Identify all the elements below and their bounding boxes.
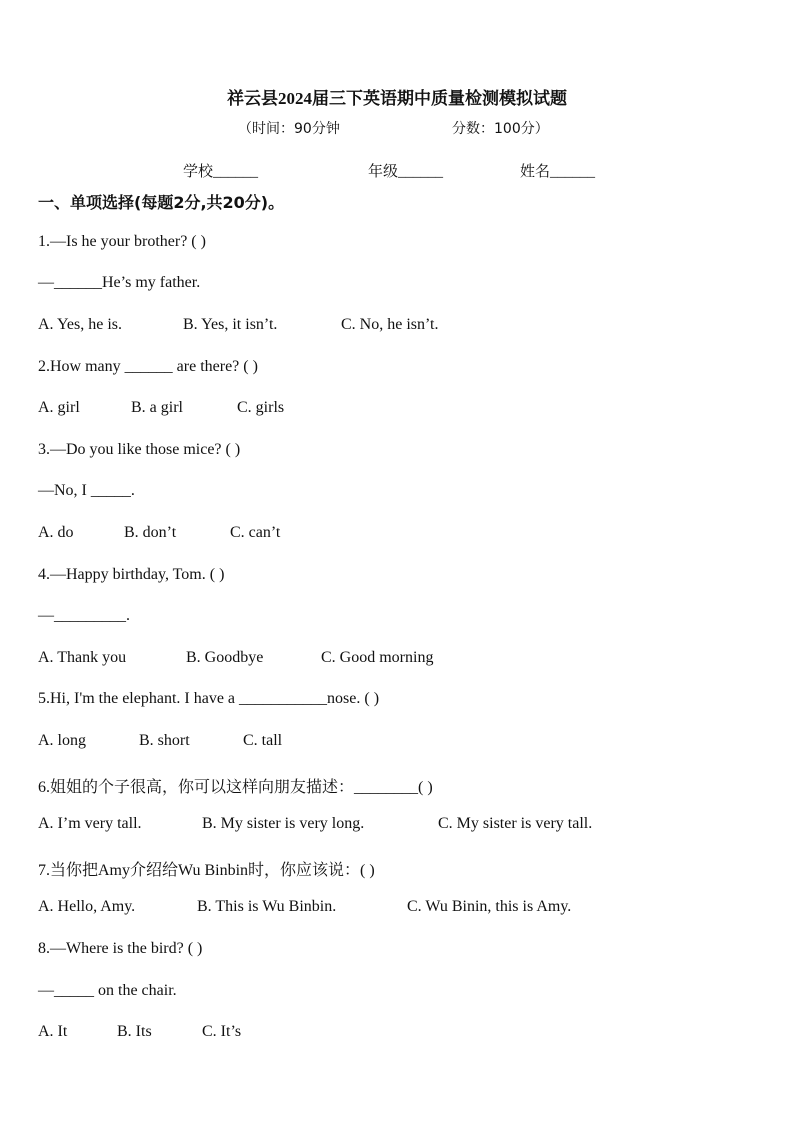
question-8-stem: 8.—Where is the bird? ( ) <box>38 940 203 957</box>
question-1-option-a: A. Yes, he is. <box>38 316 123 333</box>
question-1-stem: 1.—Is he your brother? ( ) <box>38 233 206 250</box>
question-2-option-a: A. girl <box>38 399 80 416</box>
question-8-prompt: —_____ on the chair. <box>38 982 177 999</box>
question-3-stem: 3.—Do you like those mice? ( ) <box>38 441 241 458</box>
name-field: 姓名______ <box>520 164 596 180</box>
school-field: 学校______ <box>183 164 259 180</box>
question-8-option-c: C. It’s <box>202 1023 242 1040</box>
question-3-prompt: —No, I _____. <box>38 482 135 499</box>
question-1-prompt: —______He’s my father. <box>38 274 201 291</box>
page-title: 祥云县2024届三下英语期中质量检测模拟试题 <box>227 89 567 108</box>
question-2-stem: 2.How many ______ are there? ( ) <box>38 358 258 375</box>
question-5-option-a: A. long <box>38 732 86 749</box>
question-7-option-b: B. This is Wu Binbin. <box>197 898 337 915</box>
question-2-option-b: B. a girl <box>131 399 183 416</box>
question-4-prompt: —_________. <box>38 607 130 624</box>
question-4-option-a: A. Thank you <box>38 649 127 666</box>
question-6-option-c: C. My sister is very tall. <box>438 815 593 832</box>
question-3-option-b: B. don’t <box>124 524 177 541</box>
exam-time: （时间：90分钟 <box>238 121 340 137</box>
question-6-option-b: B. My sister is very long. <box>202 815 365 832</box>
question-4-stem: 4.—Happy birthday, Tom. ( ) <box>38 566 225 583</box>
question-5-option-b: B. short <box>139 732 190 749</box>
question-4-option-c: C. Good morning <box>321 649 434 666</box>
question-3-option-c: C. can’t <box>230 524 281 541</box>
question-6-option-a: A. I’m very tall. <box>38 815 142 832</box>
exam-score: 分数：100分） <box>452 121 549 137</box>
question-8-option-a: A. It <box>38 1023 68 1040</box>
question-7-option-c: C. Wu Binin, this is Amy. <box>407 898 572 915</box>
question-1-option-b: B. Yes, it isn’t. <box>183 316 278 333</box>
question-8-option-b: B. Its <box>117 1023 152 1040</box>
question-5-stem: 5.Hi, I'm the elephant. I have a ___________nose. ( ) <box>38 690 380 707</box>
question-7-stem: 7.当你把Amy介绍给Wu Binbin时，你应该说：( ) <box>38 862 375 879</box>
question-6-stem: 6.姐姐的个子很高，你可以这样向朋友描述：________( ) <box>38 779 433 796</box>
question-4-option-b: B. Goodbye <box>186 649 264 666</box>
question-3-option-a: A. do <box>38 524 74 541</box>
question-7-option-a: A. Hello, Amy. <box>38 898 136 915</box>
question-5-option-c: C. tall <box>243 732 283 749</box>
section-heading: 一、单项选择(每题2分,共20分)。 <box>38 193 285 212</box>
grade-field: 年级______ <box>368 164 444 180</box>
question-2-option-c: C. girls <box>237 399 285 416</box>
question-1-option-c: C. No, he isn’t. <box>341 316 439 333</box>
